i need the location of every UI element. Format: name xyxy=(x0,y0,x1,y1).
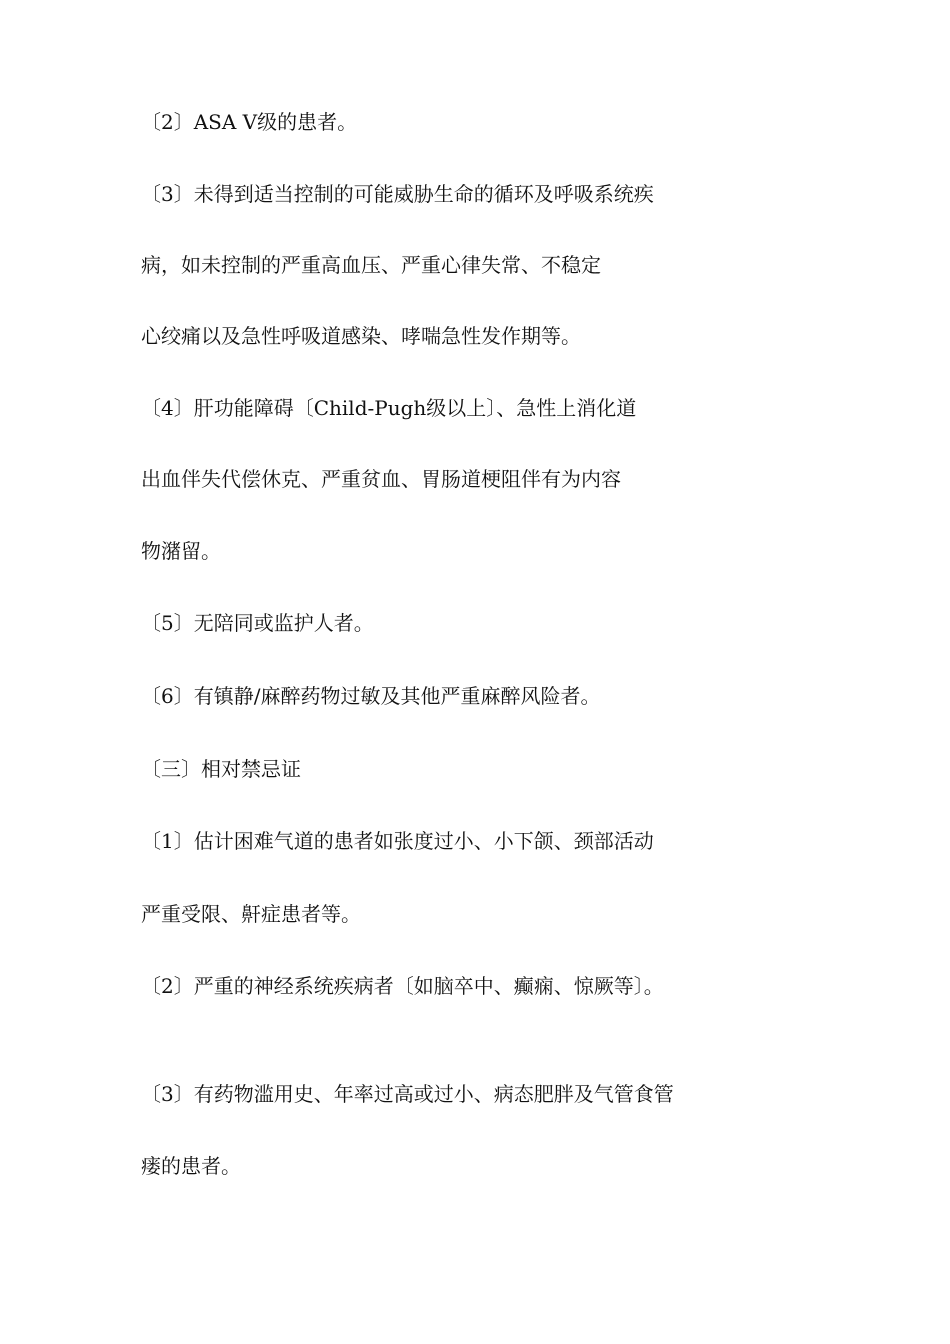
text-line: 〔1〕估计困难气道的患者如张度过小、小下颌、颈部活动 xyxy=(141,829,654,853)
text-line: 〔6〕有镇静/麻醉药物过敏及其他严重麻醉风险者。 xyxy=(141,684,601,708)
text-line: 〔2〕严重的神经系统疾病者〔如脑卒中、癫痫、惊厥等〕。 xyxy=(141,974,664,998)
text-line: 〔4〕肝功能障碍〔Child-Pugh级以上〕、急性上消化道 xyxy=(141,396,637,420)
text-line: 〔5〕无陪同或监护人者。 xyxy=(141,611,374,635)
text-line: 〔3〕有药物滥用史、年率过高或过小、病态肥胖及气管食管 xyxy=(141,1082,674,1106)
text-line: 物潴留。 xyxy=(141,539,221,563)
text-line: 〔3〕未得到适当控制的可能威胁生命的循环及呼吸系统疾 xyxy=(141,182,654,206)
text-line: 出血伴失代偿休克、严重贫血、胃肠道梗阻伴有为内容 xyxy=(141,467,621,491)
text-line: 瘘的患者。 xyxy=(141,1154,241,1178)
text-line: 心绞痛以及急性呼吸道感染、哮喘急性发作期等。 xyxy=(141,324,581,348)
text-line: 〔2〕ASA Ⅴ级的患者。 xyxy=(141,110,358,134)
text-line: 病，如未控制的严重高血压、严重心律失常、不稳定 xyxy=(141,253,601,277)
text-line: 严重受限、鼾症患者等。 xyxy=(141,902,361,926)
section-heading: 〔三〕相对禁忌证 xyxy=(141,757,301,781)
